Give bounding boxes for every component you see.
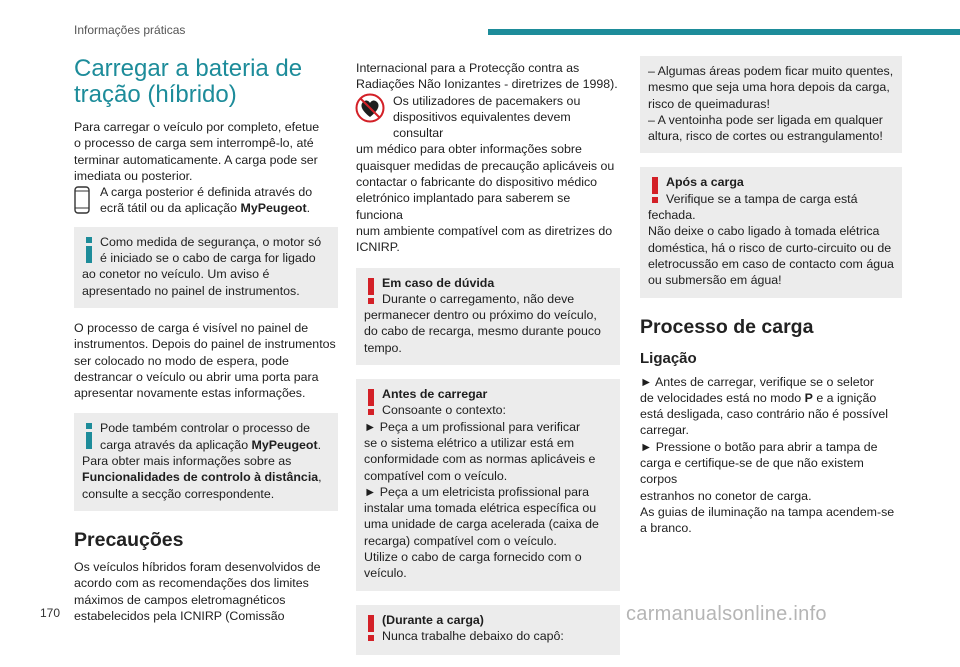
warning-box-during-charging	[356, 605, 620, 655]
info-icon	[82, 235, 96, 265]
watermark: carmanualsonline.info	[626, 603, 827, 625]
text-line: ► Pressione o botão para abrir a tampa de	[640, 439, 878, 454]
text-line: veículo.	[364, 566, 407, 581]
warning-box-continued	[640, 56, 902, 153]
text-line: apresentado no painel de instrumentos.	[82, 283, 300, 298]
text-line: máximos de campos eletromagnéticos	[74, 592, 286, 607]
text-line: Não deixe o cabo ligado à tomada elétrica	[648, 224, 880, 239]
text-line: Internacional para a Protecção contra as	[356, 61, 580, 75]
text-line: acordo com as recomendações dos limites	[74, 576, 309, 591]
text-line: estabelecidos pela ICNIRP (Comissão	[74, 608, 285, 623]
text-line: apresentar novamente estas informações.	[74, 386, 306, 401]
text-span: .	[306, 201, 311, 216]
text-line: do cabo de recarga, mesmo durante pouco	[364, 324, 601, 339]
text-line: contactar o fabricante do dispositivo médico	[356, 175, 598, 190]
text-line: dispositivos equivalentes devem consultar	[393, 109, 571, 141]
text-line: Consoante o contexto:	[382, 403, 506, 418]
icnirp-paragraph	[356, 60, 620, 93]
column-3	[640, 56, 902, 537]
text-line: compatível com o veículo.	[364, 468, 508, 483]
text-line: – Algumas áreas podem ficar muito quentes,	[648, 64, 894, 78]
section-reference: Funcionalidades de controlo à distância	[82, 470, 319, 485]
text-line: O processo de carga é visível no painel de	[74, 320, 309, 335]
text-line: A carga posterior é definida através do	[100, 185, 313, 200]
text-line: está desligada, caso contrário não é possível	[640, 407, 888, 422]
pacemaker-note	[356, 93, 620, 256]
text-line: fechada.	[648, 208, 696, 223]
title-line: tração (híbrido)	[74, 81, 237, 108]
subheading-connection: Ligação	[640, 349, 697, 367]
text-span: de velocidades está no modo	[640, 390, 805, 405]
warning-title: Após a carga	[666, 175, 744, 190]
text-span: .	[317, 437, 322, 452]
column-1	[74, 56, 338, 624]
text-line: imediata ou posterior.	[74, 168, 193, 183]
text-line: ► Peça a um eletricista profissional para	[364, 484, 590, 499]
text-line: permanecer dentro ou próximo do veículo,	[364, 308, 597, 323]
warning-title: Em caso de dúvida	[382, 275, 495, 290]
text-line: risco de queimaduras!	[648, 96, 770, 111]
header-accent-bar	[488, 29, 960, 35]
text-line: Nunca trabalhe debaixo do capô:	[382, 628, 564, 643]
text-span: ,	[318, 470, 322, 485]
text-line: instalar uma tomada elétrica específica ou	[364, 501, 597, 516]
text-line: num ambiente compatível com as diretrizes do	[356, 223, 613, 238]
text-line: Utilize o cabo de carga fornecido com o	[364, 550, 582, 565]
warning-exclamation-icon	[648, 175, 662, 205]
text-line: As guias de iluminação na tampa acendem-se	[640, 504, 895, 519]
text-line: Durante o carregamento, não deve	[382, 291, 575, 306]
section-heading-charging-process: Processo de carga	[640, 315, 814, 338]
smartphone-icon	[73, 186, 91, 214]
text-line: recarga) compatível com o veículo.	[364, 533, 557, 548]
text-line: eletrónico implantado para saberem se funciona	[356, 191, 571, 222]
app-name: MyPeugeot	[240, 201, 307, 216]
text-line: Os veículos híbridos foram desenvolvidos de	[74, 559, 321, 574]
text-line: – A ventoinha pode ser ligada em qualquer	[648, 112, 883, 127]
section-heading-precautions: Precauções	[74, 528, 184, 551]
phone-note	[74, 184, 338, 217]
text-line: ► Antes de carregar, verifique se o seletor	[640, 374, 875, 389]
warning-title: Antes de carregar	[382, 387, 488, 402]
info-icon	[82, 421, 96, 451]
text-line: instrumentos. Depois do painel de instrumentos	[74, 337, 336, 352]
warning-exclamation-icon	[364, 276, 378, 306]
text-line: terminar automaticamente. A carga pode ser	[74, 152, 318, 167]
info-box-app	[74, 413, 338, 510]
text-line: mesmo que seja uma hora depois da carga,	[648, 80, 890, 95]
text-line: Para carregar o veículo por completo, efetue	[74, 120, 320, 134]
text-line: Verifique se a tampa de carga está	[666, 191, 858, 206]
text-line: quaisquer medidas de precaução aplicáveis ou	[356, 158, 615, 173]
text-line: carregar.	[640, 423, 689, 438]
page-number: 170	[40, 606, 61, 620]
text-line: Radiações Não Ionizantes - diretrizes de 1998).	[356, 77, 618, 92]
text-line: Para obter mais informações sobre as	[82, 454, 292, 469]
pacemaker-heart-icon	[355, 93, 385, 123]
header-section: Informações práticas	[74, 23, 186, 37]
warning-box-after-charging	[640, 167, 902, 297]
text-line: um médico para obter informações sobre	[356, 142, 582, 157]
info-box-safety	[74, 227, 338, 308]
text-line: tempo.	[364, 340, 402, 355]
text-line: é iniciado se o cabo de carga for ligado	[100, 251, 316, 266]
text-line: doméstica, há o risco de curto-circuito ou de	[648, 240, 892, 255]
text-line: a branco.	[640, 521, 692, 536]
text-span: carga através da aplicação	[100, 437, 252, 452]
text-span: ecrã tátil ou da aplicação	[100, 201, 241, 216]
text-line: consulte a secção correspondente.	[82, 486, 275, 501]
gear-mode: P	[804, 390, 813, 405]
text-line: destrancar o veículo ou abrir uma porta para	[74, 369, 319, 384]
text-line: eletrocussão em caso de contacto com água	[648, 256, 894, 271]
intro-paragraph	[74, 119, 338, 184]
connection-paragraph	[640, 374, 902, 537]
app-name: MyPeugeot	[251, 437, 318, 452]
precautions-paragraph	[74, 559, 338, 624]
title-line: Carregar a bateria de	[74, 55, 303, 82]
column-2	[356, 60, 620, 667]
warning-exclamation-icon	[364, 387, 378, 417]
text-line: se o sistema elétrico a utilizar está em	[364, 435, 575, 450]
warning-box-before-charging	[356, 379, 620, 591]
text-line: conformidade com as normas aplicáveis e	[364, 452, 596, 467]
text-line: ou submersão em água!	[648, 273, 782, 288]
text-line: o processo de carga sem interrompê-lo, até	[74, 136, 314, 151]
warning-box-doubt	[356, 268, 620, 365]
display-paragraph	[74, 320, 338, 401]
warning-title: (Durante a carga)	[382, 612, 484, 627]
text-line: Os utilizadores de pacemakers ou	[393, 93, 581, 108]
text-line: ICNIRP.	[356, 240, 400, 255]
text-line: ► Peça a um profissional para verificar	[364, 419, 581, 434]
text-span: e a ignição	[812, 390, 877, 405]
text-line: altura, risco de cortes ou estrangulamento!	[648, 129, 883, 144]
page-title	[74, 56, 338, 108]
text-line: carga e certifique-se de que não existem corpos	[640, 456, 864, 487]
text-line: uma unidade de carga acelerada (caixa de	[364, 517, 599, 532]
warning-exclamation-icon	[364, 613, 378, 643]
text-line: estranhos no conetor de carga.	[640, 488, 812, 503]
text-line: Como medida de segurança, o motor só	[100, 234, 322, 249]
text-line: ser colocado no modo de espera, pode	[74, 353, 289, 368]
text-line: ao conetor no veículo. Um aviso é	[82, 267, 270, 282]
text-line: Pode também controlar o processo de	[100, 421, 311, 436]
